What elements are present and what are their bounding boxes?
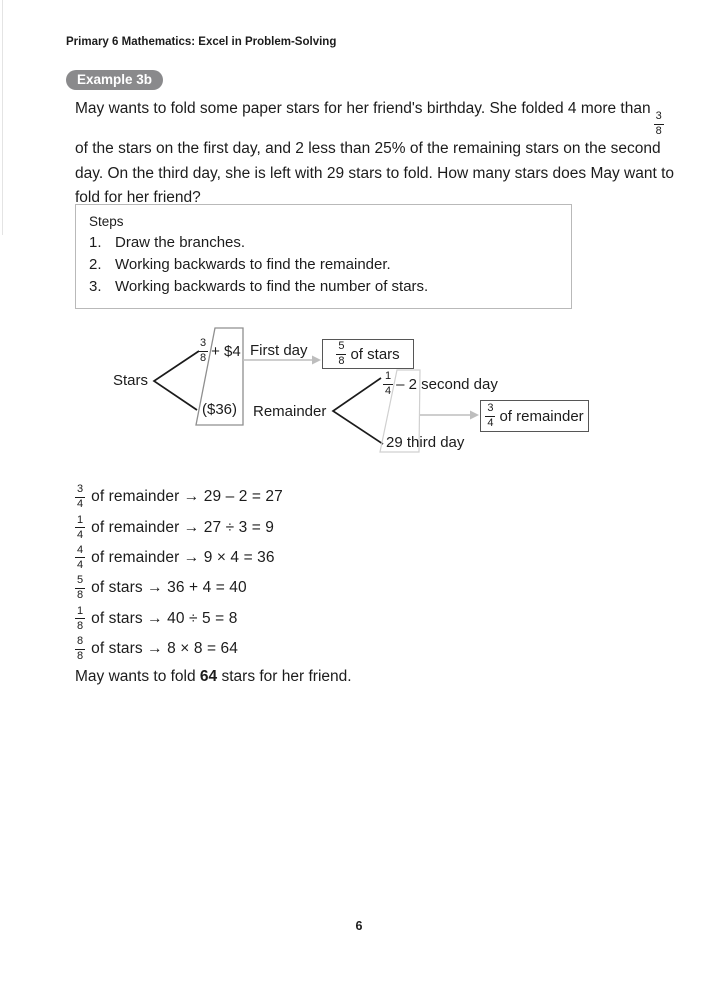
- remainder-result-box: [480, 400, 589, 432]
- working-line-4: [75, 573, 283, 603]
- first-day-result-box: [322, 339, 414, 369]
- fraction-three-eighths: $\frac{3}{8}$: [200, 337, 207, 364]
- problem-line-2: of the stars on the first day, and 2 less than 25% of the remaining stars on the second: [75, 140, 661, 157]
- branch-diagram: [100, 325, 620, 465]
- step-number: 2.: [89, 256, 102, 273]
- branch1-top-label: [198, 338, 241, 364]
- first-day-label: First day: [250, 342, 308, 359]
- step-text: Working backwards to find the number of stars.: [115, 278, 429, 295]
- working-line-text: of stars → 40 ÷ 5 = 8: [91, 609, 238, 627]
- fraction-three-eighths: $\frac{3}{8}$: [655, 110, 662, 137]
- steps-title: Steps: [89, 214, 124, 229]
- fraction-four-quarters: $\frac{4}{4}$: [77, 543, 84, 571]
- branch2-bottom-label: 29 third day: [386, 434, 465, 451]
- working-backwards-lines: [75, 482, 283, 664]
- working-line-1: [75, 482, 283, 512]
- conclusion-after: stars for her friend.: [217, 668, 352, 685]
- conclusion-answer: 64: [199, 668, 218, 685]
- working-line-3: [75, 543, 283, 573]
- problem-line-3: day. On the third day, she is left with 29 stars to fold. How many stars does May want to: [75, 164, 675, 182]
- fraction-one-eighth: $\frac{1}{8}$: [77, 604, 84, 632]
- branch2-top-suffix: – 2 second day: [396, 375, 498, 393]
- problem-line-1: [75, 97, 675, 137]
- working-line-6: [75, 634, 283, 664]
- problem-statement: [75, 97, 675, 211]
- branch1-bottom-label: ($36): [202, 401, 238, 418]
- first-day-arrow-head: [312, 356, 321, 365]
- branch2-top-label: [383, 371, 498, 397]
- box2-text: of remainder: [499, 407, 584, 425]
- fraction-three-quarters: $\frac{3}{4}$: [487, 402, 494, 429]
- fraction-one-quarter: $\frac{1}{4}$: [77, 513, 84, 541]
- working-line-2: [75, 512, 283, 542]
- working-line-text: of remainder → 9 × 4 = 36: [91, 548, 275, 566]
- conclusion-sentence: [75, 668, 352, 686]
- step-item-1: [89, 232, 571, 254]
- working-line-5: [75, 604, 283, 634]
- branch1-top-suffix: + $4: [211, 342, 241, 360]
- problem-line-4: fold for her friend?: [75, 189, 201, 206]
- remainder-arrow-head: [470, 411, 479, 420]
- branch1-lines: [154, 351, 199, 410]
- working-line-text: of remainder → 29 – 2 = 27: [91, 488, 283, 506]
- working-line-text: of remainder → 27 ÷ 3 = 9: [91, 518, 275, 536]
- box1-text: of stars: [350, 345, 400, 363]
- page-number: 6: [355, 919, 363, 933]
- step-item-3: [89, 276, 571, 298]
- step-text: Working backwards to find the remainder.: [115, 256, 391, 273]
- example-badge: Example 3b: [66, 70, 163, 90]
- conclusion-before: May wants to fold: [75, 668, 200, 685]
- fraction-five-eighths: $\frac{5}{8}$: [338, 340, 345, 367]
- step-item-2: [89, 254, 571, 276]
- stars-label: Stars: [113, 372, 149, 389]
- step-number: 3.: [89, 278, 102, 295]
- working-line-text: of stars → 36 + 4 = 40: [91, 579, 247, 597]
- remainder-label: Remainder: [253, 403, 327, 420]
- steps-box: [75, 204, 572, 309]
- fraction-five-eighths: $\frac{5}{8}$: [77, 574, 84, 602]
- fraction-three-quarters: $\frac{3}{4}$: [77, 483, 84, 511]
- problem-line-1-text: May wants to fold some paper stars for her friend's birthday. She folded 4 more than: [75, 100, 651, 117]
- fraction-eight-eighths: $\frac{8}{8}$: [77, 635, 84, 663]
- page-edge-artifact: [2, 0, 3, 235]
- fraction-one-quarter: $\frac{1}{4}$: [385, 370, 392, 397]
- branch2-lines: [333, 378, 383, 444]
- working-line-text: of stars → 8 × 8 = 64: [91, 640, 238, 658]
- step-number: 1.: [89, 234, 102, 251]
- running-head: Primary 6 Mathematics: Excel in Problem-Solving: [66, 36, 337, 48]
- step-text: Draw the branches.: [115, 234, 246, 251]
